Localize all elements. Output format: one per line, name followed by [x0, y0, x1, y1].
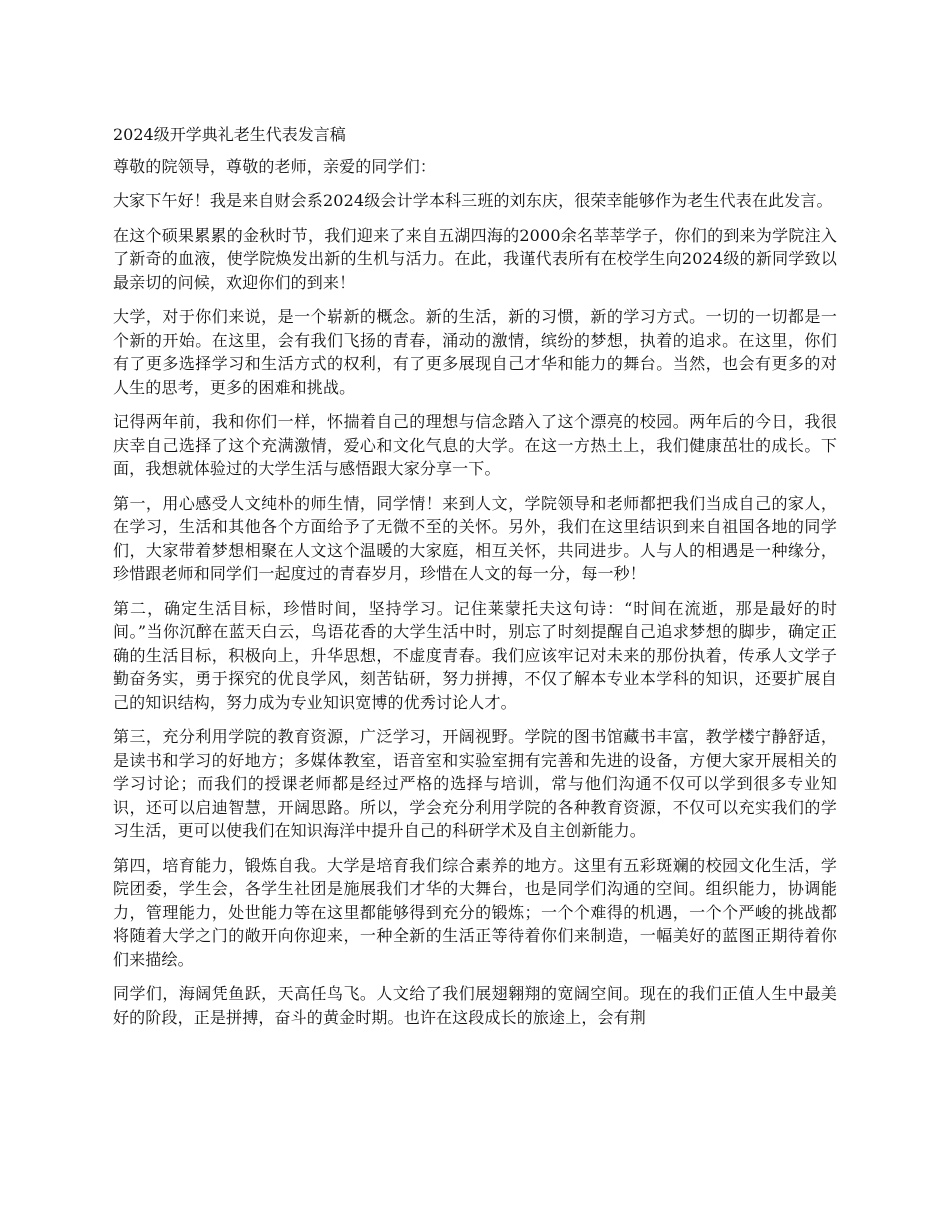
paragraph-memories: 记得两年前，我和你们一样，怀揣着自己的理想与信念踏入了这个漂亮的校园。两年后的今日，我很庆幸自己选择了这个充满激情，爱心和文化气息的大学。在这一方热土上，我们健康茁壮的成长。下面，我想就体验过的大学生活与感悟跟大家分享一下。 — [113, 412, 837, 478]
paragraph-first-point: 第一，用心感受人文纯朴的师生情，同学情！来到人文，学院领导和老师都把我们当成自己的家人，在学习，生活和其他各个方面给予了无微不至的关怀。另外，我们在这里结识到来自祖国各地的同学们，大家带着梦想相聚在人文这个温暖的大家庭，相互关怀，共同进步。人与人的相遇是一种缘分，珍惜跟老师和同学们一起度过的青春岁月，珍惜在人文的每一分，每一秒！ — [113, 493, 837, 583]
paragraph-greeting: 大家下午好！我是来自财会系2024级会计学本科三班的刘东庆，很荣幸能够作为老生代表在此发言。 — [113, 191, 833, 210]
paragraph-welcome: 在这个硕果累累的金秋时节，我们迎来了来自五湖四海的2000余名莘莘学子，你们的到来为学院注入了新奇的血液，使学院焕发出新的生机与活力。在此，我谨代表所有在校学生向2024级的新同学致以最亲切的问候，欢迎你们的到来！ — [113, 225, 837, 292]
document-title: 2024级开学典礼老生代表发言稿 — [113, 125, 346, 144]
paragraph-closing: 同学们，海阔凭鱼跃，天高任鸟飞。人文给了我们展翅翱翔的宽阔空间。现在的我们正值人生中最美好的阶段，正是拼搏，奋斗的黄金时期。也许在这段成长的旅途上，会有荆 — [113, 984, 837, 1027]
paragraph-university-life: 大学，对于你们来说，是一个崭新的概念。新的生活，新的习惯，新的学习方式。一切的一切都是一个新的开始。在这里，会有我们飞扬的青春，涌动的激情，缤纷的梦想，执着的追求。在这里，你们有了更多选择学习和生活方式的权利，有了更多展现自己才华和能力的舞台。当然，也会有更多的对人生的思考，更多的困难和挑战。 — [113, 307, 837, 397]
paragraph-third-point: 第三，充分利用学院的教育资源，广泛学习，开阔视野。学院的图书馆藏书丰富，教学楼宁静舒适，是读书和学习的好地方；多媒体教室，语音室和实验室拥有完善和先进的设备，方便大家开展相关的学习讨论；而我们的授课老师都是经过严格的选择与培训，常与他们沟通不仅可以学到很多专业知识，还可以启迪智慧，开阔思路。所以，学会充分利用学院的各种教育资源，不仅可以充实我们的学习生活，更可以使我们在知识海洋中提升自己的科研学术及自主创新能力。 — [113, 727, 837, 840]
paragraph-salutation: 尊敬的院领导，尊敬的老师，亲爱的同学们： — [113, 156, 437, 176]
paragraph-fourth-point: 第四，培育能力，锻炼自我。大学是培育我们综合素养的地方。这里有五彩斑斓的校园文化生活，学院团委，学生会，各学生社团是施展我们才华的大舞台，也是同学们沟通的空间。组织能力，协调能力，管理能力，处世能力等在这里都能够得到充分的锻炼；一个个难得的机遇，一个个严峻的挑战都将随着大学之门的敞开向你迎来，一种全新的生活正等待着你们来制造，一幅美好的蓝图正期待着你们来描绘。 — [113, 855, 837, 969]
paragraph-second-point: 第二，确定生活目标，珍惜时间，坚持学习。记住莱蒙托夫这句诗：“时间在流逝，那是最好的时间。”当你沉醉在蓝天白云，鸟语花香的大学生活中时，别忘了时刻提醒自己追求梦想的脚步，确定正确的生活目标，积极向上，升华思想，不虚度青春。我们应该牢记对未来的那份执着，传承人文学子勤奋务实，勇于探究的优良学风，刻苦钻研，努力拼搏，不仅了解本专业本学科的知识，还要扩展自己的知识结构，努力成为专业知识宽博的优秀讨论人才。 — [113, 598, 837, 712]
document-body — [113, 123, 837, 1040]
